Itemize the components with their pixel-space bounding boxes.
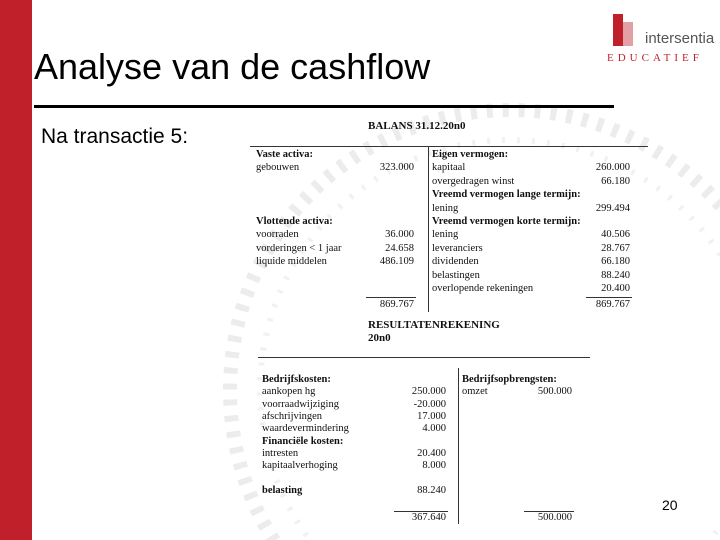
row-value: 250.000 <box>411 386 446 398</box>
row-value: 88.240 <box>601 269 630 281</box>
row-value: 4.000 <box>422 423 446 435</box>
row-label: dividenden <box>432 256 479 268</box>
title-underline <box>34 105 614 108</box>
resultaten-top-rule <box>258 357 590 358</box>
row-label: overlopende rekeningen <box>432 283 534 294</box>
row-value: 323.000 <box>379 162 414 174</box>
balans-right-total: 869.767 <box>595 299 630 310</box>
row-label: omzet <box>462 386 488 398</box>
row-label: liquide middelen <box>256 256 327 268</box>
page-number: 20 <box>662 497 678 513</box>
row-value: -20.000 <box>413 398 446 410</box>
row-label: Eigen vermogen: <box>432 149 509 160</box>
row-label: Vreemd vermogen korte termijn: <box>432 216 581 227</box>
row-label: lening <box>432 229 459 241</box>
row-value: 66.180 <box>601 175 630 187</box>
intersentia-logo <box>605 14 713 64</box>
resultaten-year: 20n0 <box>368 332 391 344</box>
row-label: Vreemd vermogen lange termijn: <box>432 189 581 201</box>
row-value: 299.494 <box>595 202 630 214</box>
row-label: voorraden <box>256 229 299 241</box>
row-label: voorraadwijziging <box>262 398 339 410</box>
row-value: 36.000 <box>385 229 414 241</box>
resultaten-title: RESULTATENREKENING <box>368 319 500 331</box>
row-value: 66.180 <box>601 256 630 268</box>
row-value: 17.000 <box>417 410 446 422</box>
resultaten-center-divider <box>458 368 459 524</box>
row-label: kapitaalverhoging <box>262 460 338 472</box>
balans-top-rule <box>250 146 648 147</box>
balans-left-total-rule <box>366 297 416 298</box>
row-value: 260.000 <box>595 162 630 174</box>
row-value: 20.400 <box>417 447 446 459</box>
row-label: Vlottende activa: <box>256 216 333 227</box>
row-label: Bedrijfsopbrengsten: <box>462 374 557 385</box>
row-value: 88.240 <box>417 484 446 496</box>
row-value: 40.506 <box>601 229 630 241</box>
row-value: 20.400 <box>601 283 630 294</box>
row-label: leveranciers <box>432 242 483 254</box>
balans-title: BALANS 31.12.20n0 <box>368 120 466 132</box>
logo-subtitle: EDUCATIEF <box>607 52 703 64</box>
row-label: vorderingen < 1 jaar <box>256 242 342 254</box>
row-label: Vaste activa: <box>256 149 314 160</box>
row-label: Financiële kosten: <box>262 435 344 447</box>
logo-name: intersentia <box>645 30 715 47</box>
resultaten-right-total: 500.000 <box>537 512 572 523</box>
balans-right-total-rule <box>586 297 632 298</box>
row-label: overgedragen winst <box>432 175 515 187</box>
row-value: 24.658 <box>385 242 414 254</box>
row-label: lening <box>432 202 459 214</box>
row-label: belasting <box>262 484 303 496</box>
logo-mark-icon <box>611 14 635 46</box>
row-label: aankopen hg <box>262 386 316 398</box>
row-label: belastingen <box>432 269 480 281</box>
balans-left-total: 869.767 <box>379 299 414 310</box>
row-value: 486.109 <box>379 256 414 268</box>
row-label: Bedrijfskosten: <box>262 374 331 385</box>
row-value: 28.767 <box>601 242 630 254</box>
row-value: 500.000 <box>537 386 572 398</box>
row-label: gebouwen <box>256 162 300 174</box>
slide-title: Analyse van de cashflow <box>34 46 431 87</box>
slide-subtitle: Na transactie 5: <box>41 125 189 148</box>
balans-center-divider <box>428 146 429 312</box>
row-value: 8.000 <box>422 460 446 472</box>
left-accent-bar <box>0 0 32 540</box>
row-label: kapitaal <box>432 162 466 174</box>
row-label: afschrijvingen <box>262 410 323 422</box>
resultaten-left-total: 367.640 <box>411 512 446 523</box>
row-label: waardevermindering <box>262 423 349 435</box>
row-label: intresten <box>262 447 299 459</box>
